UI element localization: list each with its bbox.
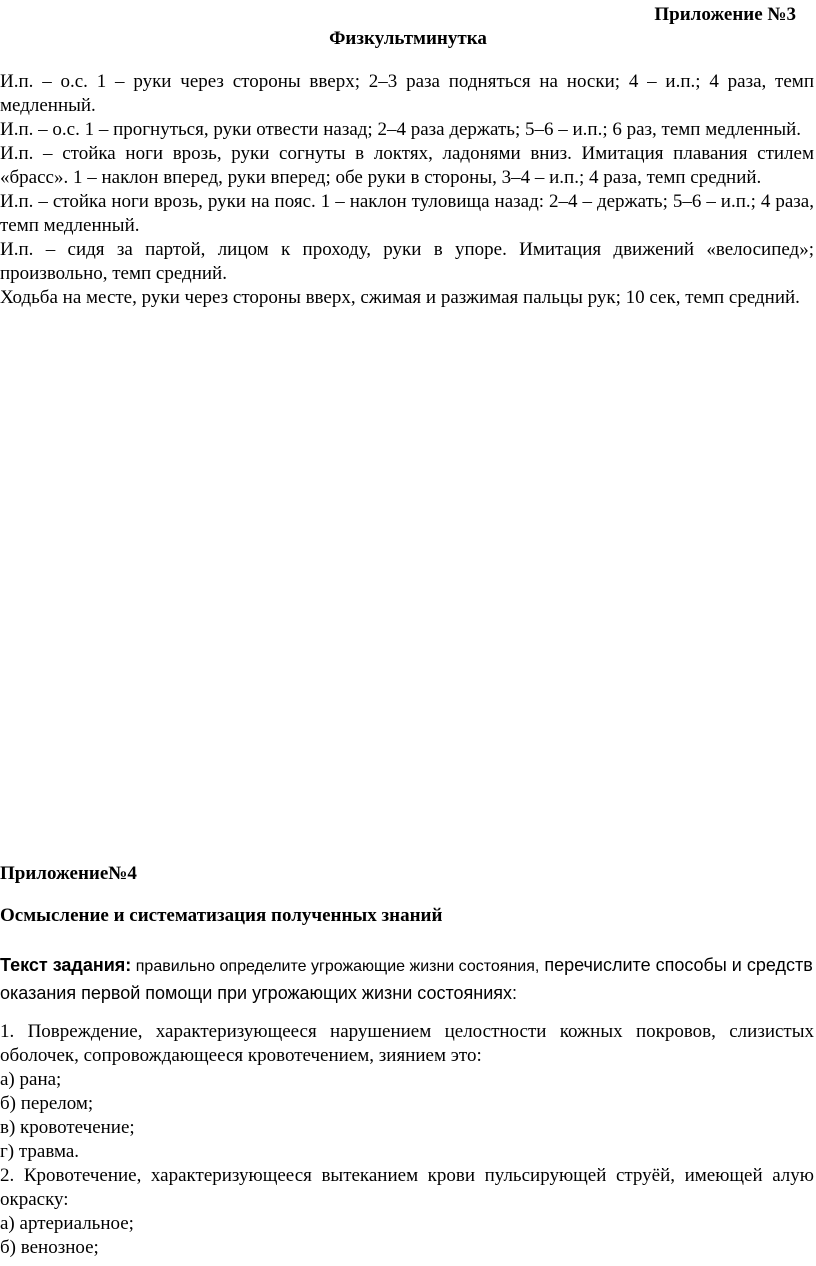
exercise-item: И.п. – о.с. 1 – руки через стороны вверх; 2–3 раза подняться на носки; 4 – и.п.; 4 раза, темп медленный. xyxy=(0,71,814,116)
exercise-item: Ходьба на месте, руки через стороны вверх, сжимая и разжимая пальцы рук; 10 сек, темп средний. xyxy=(0,287,800,308)
appendix-3-label: Приложение №3 xyxy=(654,4,796,25)
appendix-4-label: Приложение№4 xyxy=(0,863,137,884)
task-statement xyxy=(0,952,814,1007)
exercise-item: И.п. – о.с. 1 – прогнуться, руки отвести назад; 2–4 раза держать; 5–6 – и.п.; 6 раз, темп медленный. xyxy=(0,119,802,140)
exercise-item: И.п. – сидя за партой, лицом к проходу, руки в упоре. Имитация движений «велосипед»; произвольно, темп средний. xyxy=(0,239,814,284)
question-list xyxy=(0,1020,814,1260)
task-label: Текст задания: xyxy=(0,955,132,975)
section-title: Осмысление и систематизация полученных знаний xyxy=(0,905,443,926)
task-rest: перечислите способы и средств оказания первой помощи при угрожающих жизни состояниях: xyxy=(0,955,813,1003)
answer-option: а) рана; xyxy=(0,1069,62,1090)
answer-option: в) кровотечение; xyxy=(0,1117,135,1138)
exercise-item: И.п. – стойка ноги врозь, руки согнуты в локтях, ладонями вниз. Имитация плавания стилем «брасс». 1 – наклон вперед, руки вперед; обе руки в стороны, 3–4 – и.п.; 4 раза, темп средний. xyxy=(0,143,814,188)
exercise-item: И.п. – стойка ноги врозь, руки на пояс. 1 – наклон туловища назад: 2–4 – держать; 5–6 – и.п.; 4 раза, темп медленный. xyxy=(0,191,814,236)
fizkultminutka-title: Физкультминутка xyxy=(329,28,487,49)
answer-option: а) артериальное; xyxy=(0,1213,134,1234)
exercise-list xyxy=(0,70,814,310)
answer-option: б) венозное; xyxy=(0,1237,99,1258)
task-intro: правильно определите угрожающие жизни состояния, xyxy=(131,958,540,975)
question-text: 2. Кровотечение, характеризующееся вытеканием крови пульсирующей струёй, имеющей алую окраску: xyxy=(0,1165,814,1210)
answer-option: б) перелом; xyxy=(0,1093,94,1114)
question-text: 1. Повреждение, характеризующееся нарушением целостности кожных покровов, слизистых оболочек, сопровождающееся кровотечением, зиянием это: xyxy=(0,1021,814,1066)
answer-option: г) травма. xyxy=(0,1141,80,1162)
